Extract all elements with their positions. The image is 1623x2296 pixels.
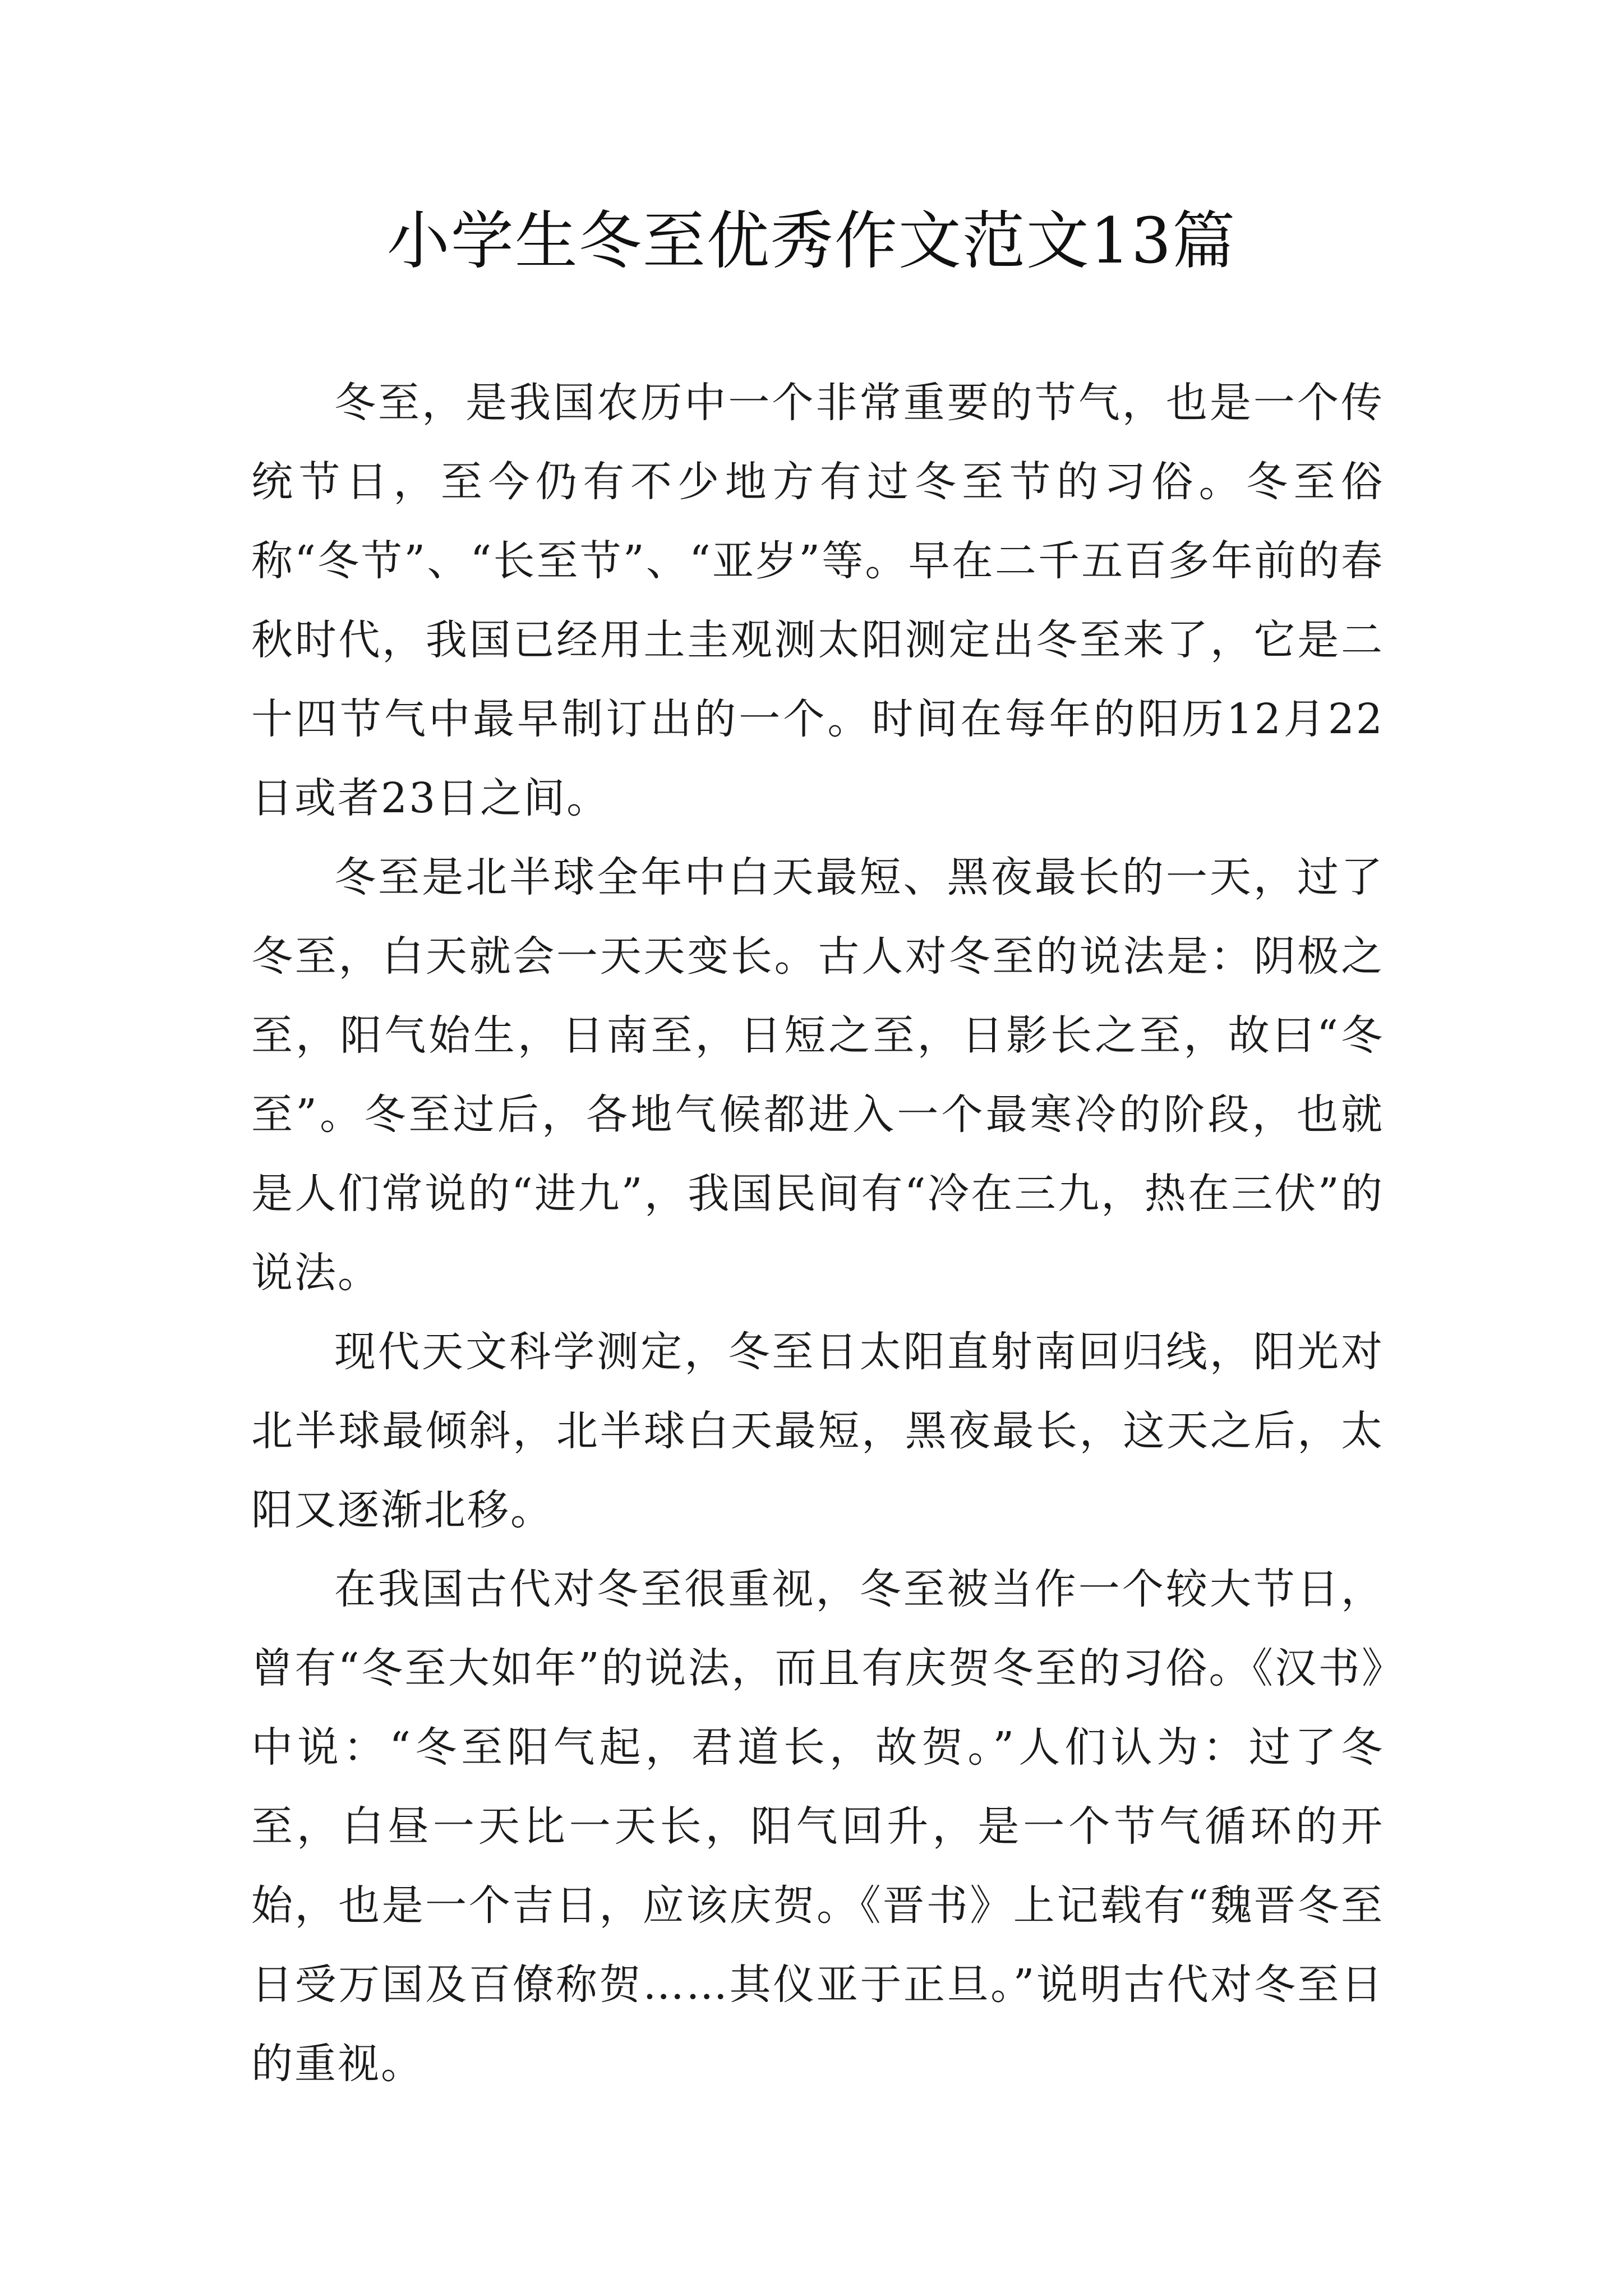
paragraph-2: 冬至是北半球全年中白天最短、黑夜最长的一天，过了冬至，白天就会一天天变长。古人对冬至的说法是：阴极之至，阳气始生，日南至，日短之至，日影长之至，故曰“冬至”。冬至过后，各地气候都进入一个最寒冷的阶段，也就是人们常说的“进九”，我国民间有“冷在三九，热在三伏”的说法。: [251, 853, 1384, 1297]
document-body: [251, 364, 1384, 2104]
paragraph-3: 现代天文科学测定，冬至日太阳直射南回归线，阳光对北半球最倾斜，北半球白天最短，黑夜最长，这天之后，太阳又逐渐北移。: [251, 1328, 1384, 1534]
document-title: 小学生冬至优秀作文范文13篇: [386, 205, 1237, 278]
paragraph-1: 冬至，是我国农历中一个非常重要的节气，也是一个传统节日，至今仍有不少地方有过冬至节的习俗。冬至俗称“冬节”、“长至节”、“亚岁”等。早在二千五百多年前的春秋时代，我国已经用土圭观测太阳测定出冬至来了，它是二十四节气中最早制订出的一个。时间在每年的阳历12月22日或者23日之间。: [251, 379, 1384, 822]
paragraph-4: 在我国古代对冬至很重视，冬至被当作一个较大节日，曾有“冬至大如年”的说法，而且有庆贺冬至的习俗。《汉书》中说：“冬至阳气起，君道长，故贺。”人们认为：过了冬至，白昼一天比一天长，阳气回升，是一个节气循环的开始，也是一个吉日，应该庆贺。《晋书》上记载有“魏晋冬至日受万国及百僚称贺……其仪亚于正旦。”说明古代对冬至日的重视。: [251, 1565, 1384, 2088]
